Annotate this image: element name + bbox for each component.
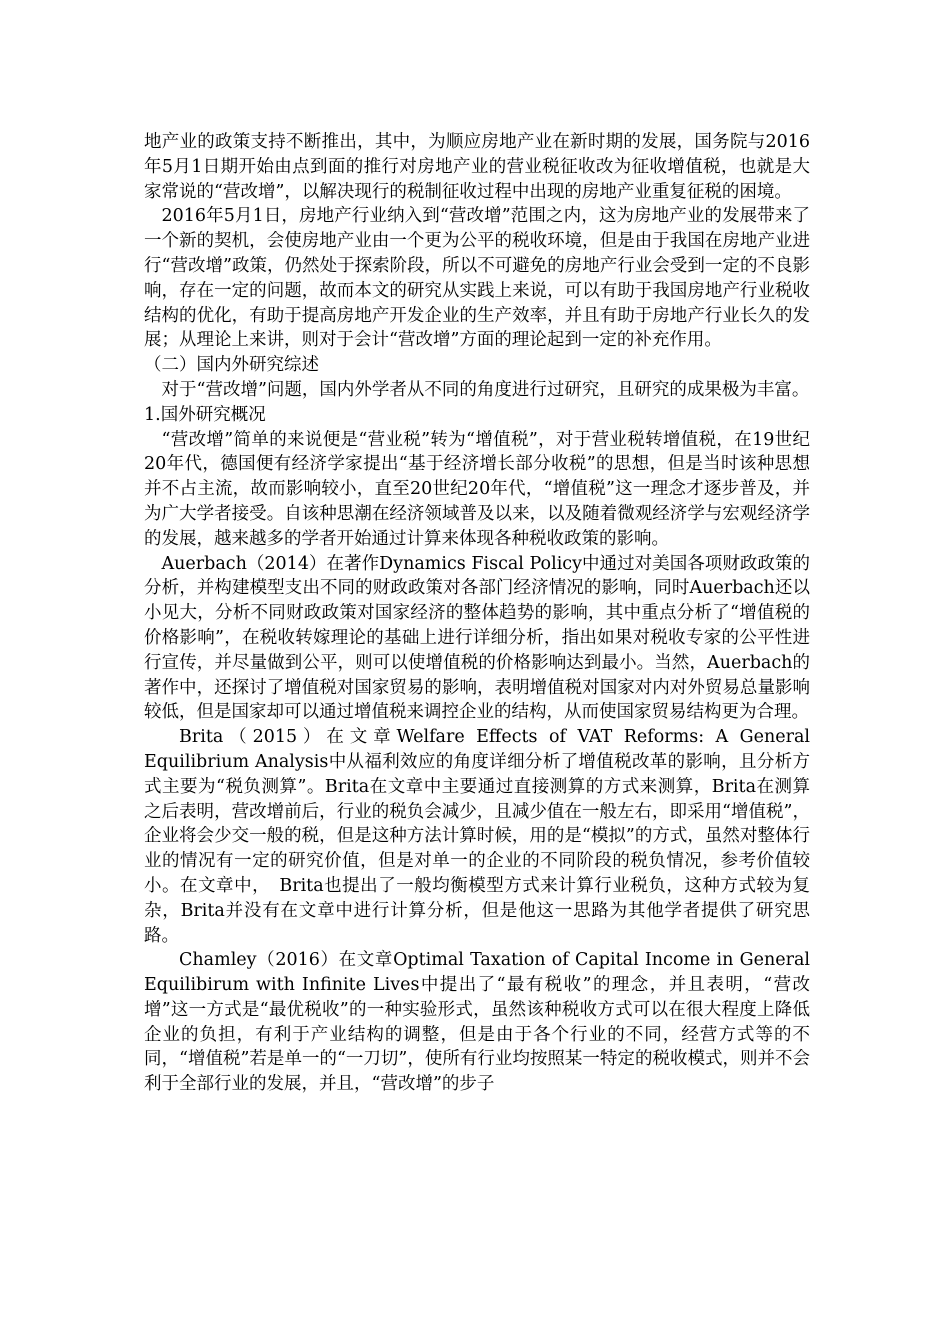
subsection-heading-foreign-research: 1.国外研究概况 xyxy=(144,404,266,425)
paragraph-auerbach: Auerbach（2014）在著作Dynamics Fiscal Policy中通过对美国各项财政政策的分析，并构建模型支出不同的财政政策对各部门经济情况的影响，同时Auerbach还以小见大，分析不同财政政策对国家经济的整体趋势的影响，其中重点分析了“增值税的价格影响”，在税收转嫁理论的基础上进行详细分析，指出如果对税收专家的公平性进行宣传，并尽量做到公平，则可以使增值税的价格影响达到最小。当然，Auerbach的著作中，还探讨了增值税对国家贸易的影响，表明增值税对国家对内对外贸易总量影响较低，但是国家却可以通过增值税来调控企业的结构，从而使国家贸易结构更为合理。 xyxy=(144,553,810,723)
section-heading-literature-review: （二）国内外研究综述 xyxy=(144,355,319,376)
paragraph-vat-history: “营改增”简单的来说便是“营业税”转为“增值税”，对于营业税转增值税，在19世纪20年代，德国便有经济学家提出“基于经济增长部分收税”的思想，但是当时该种思想并不占主流，故而影响较小，直至20世纪20年代，“增值税”这一理念才逐步普及，并为广大学者接受。自该种思潮在经济领域普及以来，以及随着微观经济学与宏观经济学的发展，越来越多的学者开始通过计算来体现各种税收政策的影响。 xyxy=(144,429,810,549)
document-body xyxy=(144,130,810,1097)
paragraph-review-intro: 对于“营改增”问题，国内外学者从不同的角度进行过研究，且研究的成果极为丰富。 xyxy=(161,379,810,400)
paragraph-brita: Brita（2015）在文章Welfare Effects of VAT Reforms: A General Equilibrium Analysis中从福利效应的角度详细分析了增值税改革的影响，且分析方式主要为“税负测算”。Brita在文章中主要通过直接测算的方式来测算，Brita在测算之后表明，营改增前后，行业的税负会减少，且减少值在一般左右，即采用“增值税”，企业将会少交一般的税，但是这种方法计算时候，用的是“模拟”的方式，虽然对整体行业的情况有一定的研究价值，但是对单一的企业的不同阶段的税负情况，参考价值较小。在文章中， Brita也提出了一般均衡模型方式来计算行业税负，这种方式较为复杂，Brita并没有在文章中进行计算分析，但是他这一思路为其他学者提供了研究思路。 xyxy=(144,727,810,946)
paragraph-policy-background: 地产业的政策支持不断推出，其中，为顺应房地产业在新时期的发展，国务院与2016年5月1日期开始由点到面的推行对房地产业的营业税征收改为征收增值税，也就是大家常说的“营改增”，以解决现行的税制征收过程中出现的房地产业重复征税的困境。 xyxy=(144,132,810,202)
paragraph-research-significance: 2016年5月1日，房地产行业纳入到“营改增”范围之内，这为房地产业的发展带来了一个新的契机，会使房地产业由一个更为公平的税收环境，但是由于我国在房地产业进行“营改增”政策，仍然处于探索阶段，所以不可避免的房地产行业会受到一定的不良影响，存在一定的问题，故而本文的研究从实践上来说，可以有助于我国房地产行业税收结构的优化，有助于提高房地产开发企业的生产效率，并且有助于房地产行业长久的发展；从理论上来讲，则对于会计“营改增”方面的理论起到一定的补充作用。 xyxy=(144,206,810,351)
paragraph-chamley: Chamley（2016）在文章Optimal Taxation of Capital Income in General Equilibirum with Infinite Lives中提出了“最有税收”的理念，并且表明，“营改增”这一方式是“最优税收”的一种实验形式，虽然该种税收方式可以在很大程度上降低企业的负担，有利于产业结构的调整，但是由于各个行业的不同，经营方式等的不同，“增值税”若是单一的“一刀切”，使所有行业均按照某一特定的税收模式，则并不会利于全部行业的发展，并且，“营改增”的步子 xyxy=(144,950,810,1095)
